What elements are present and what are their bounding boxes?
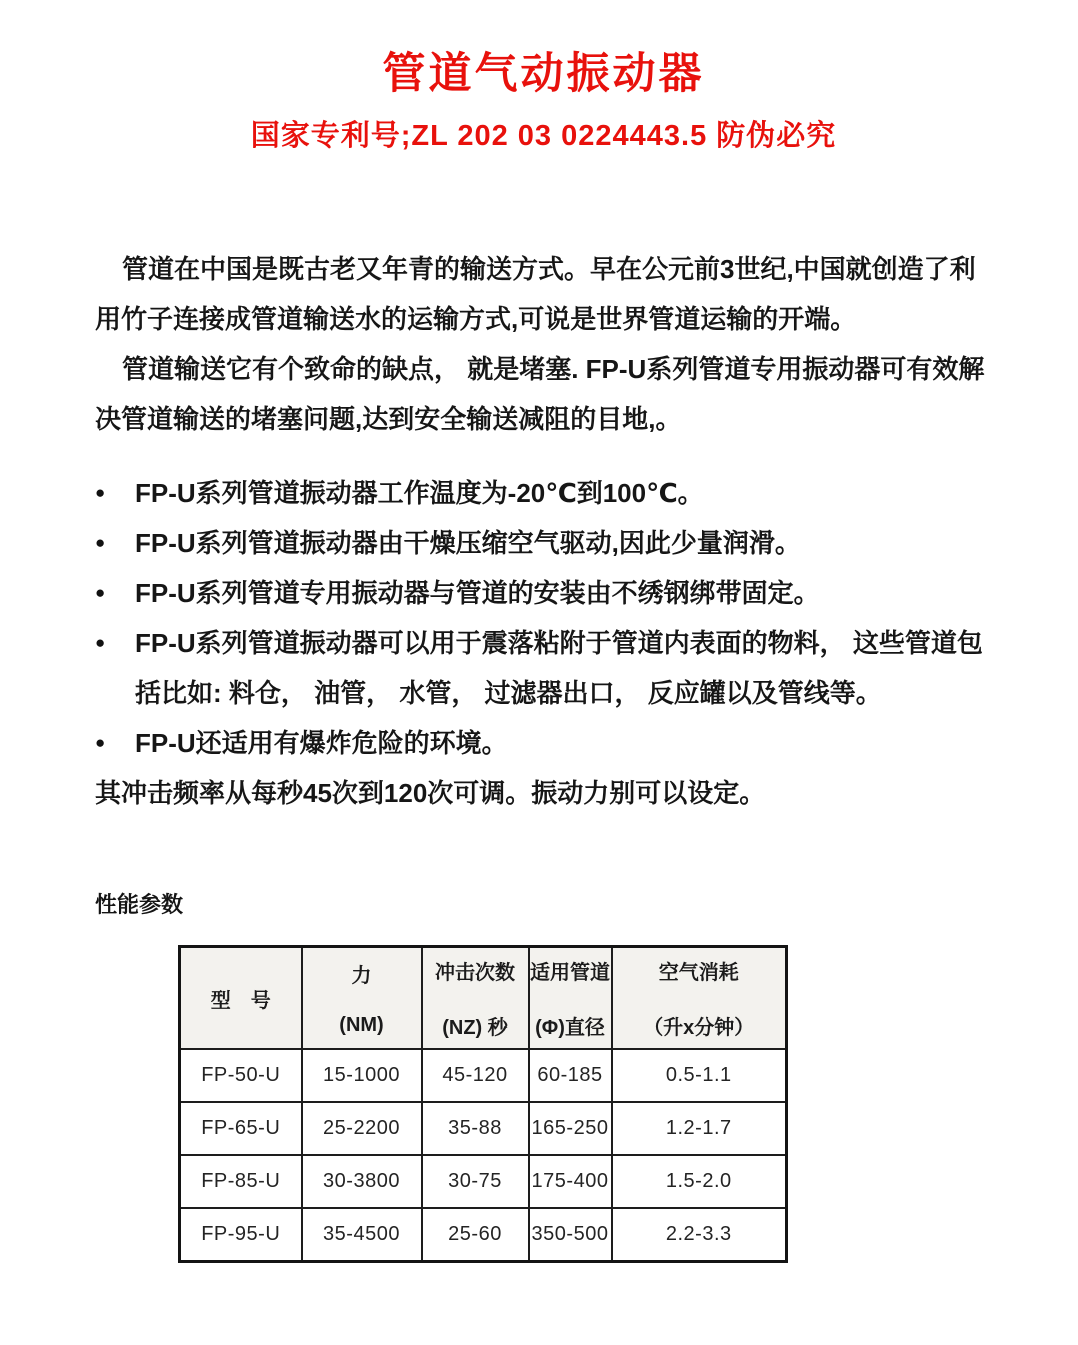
cell-pipe: 175-400 (529, 1155, 612, 1208)
header-air-label: 空气消耗 (658, 962, 739, 984)
patent-subtitle: 国家专利号;ZL 202 03 0224443.5 防伪必究 (250, 120, 837, 152)
bullet-text: FP-U系列管道振动器工作温度为-20℃到100℃。 (135, 478, 704, 508)
cell-pipe: 60-185 (529, 1049, 612, 1102)
bullet-text: FP-U系列管道振动器由干燥压缩空气驱动,因此少量润滑。 (135, 528, 801, 558)
cell-force: 25-2200 (302, 1102, 422, 1155)
bullet-text: FP-U还适用有爆炸危险的环境。 (135, 728, 508, 758)
bullet-item (95, 718, 992, 768)
feature-bullet-list (95, 468, 992, 768)
page-title: 管道气动振动器 (382, 50, 705, 98)
bullet-icon: ● (95, 483, 106, 502)
table-header-air (612, 947, 787, 1050)
bullet-icon: ● (95, 633, 106, 652)
bullet-icon: ● (95, 533, 106, 552)
cell-force: 35-4500 (302, 1208, 422, 1262)
cell-model: FP-95-U (180, 1208, 302, 1262)
bullet-text: FP-U系列管道振动器可以用于震落粘附于管道内表面的物料， 这些管道包括比如: 料仓， 油管， 水管， 过滤器出口， 反应罐以及管线等。 (135, 628, 983, 708)
table-header-pipe (529, 947, 612, 1050)
cell-impact: 35-88 (422, 1102, 529, 1155)
header-force-unit: (NM) (339, 1014, 384, 1036)
bullet-icon: ● (95, 733, 106, 752)
intro-paragraph-1: 管道在中国是既古老又年青的输送方式。早在公元前3世纪,中国就创造了利用竹子连接成管道输送水的运输方式,可说是世界管道运输的开端。 (95, 254, 976, 334)
cell-air: 0.5-1.1 (612, 1049, 787, 1102)
closing-line: 其冲击频率从每秒45次到120次可调。振动力别可以设定。 (95, 778, 766, 808)
bullet-item (95, 568, 992, 618)
cell-pipe: 165-250 (529, 1102, 612, 1155)
spec-table (178, 945, 788, 1263)
header-impact-unit: (NZ) 秒 (442, 1017, 508, 1039)
table-row (180, 1049, 787, 1102)
intro-section (95, 244, 992, 444)
document-page (0, 40, 1078, 1263)
cell-impact: 45-120 (422, 1049, 529, 1102)
table-row (180, 1102, 787, 1155)
bullet-item (95, 468, 992, 518)
header-pipe-unit: (Φ)直径 (535, 1017, 605, 1039)
header-air-unit: （升x分钟） (643, 1017, 755, 1039)
cell-air: 2.2-3.3 (612, 1208, 787, 1262)
cell-model: FP-85-U (180, 1155, 302, 1208)
cell-air: 1.2-1.7 (612, 1102, 787, 1155)
section-label-performance-params: 性能参数 (95, 892, 184, 917)
cell-force: 30-3800 (302, 1155, 422, 1208)
table-header-row (180, 947, 787, 1050)
intro-paragraph-2: 管道输送它有个致命的缺点， 就是堵塞. FP-U系列管道专用振动器可有效解决管道输送的堵塞问题,达到安全输送减阻的目地,。 (95, 354, 985, 434)
table-row (180, 1155, 787, 1208)
table-header-force (302, 947, 422, 1050)
cell-pipe: 350-500 (529, 1208, 612, 1262)
table-header-model (180, 947, 302, 1050)
bullet-text: FP-U系列管道专用振动器与管道的安装由不绣钢绑带固定。 (135, 578, 820, 608)
cell-impact: 30-75 (422, 1155, 529, 1208)
bullet-icon: ● (95, 583, 106, 602)
cell-model: FP-50-U (180, 1049, 302, 1102)
table-row (180, 1208, 787, 1262)
header-impact-label: 冲击次数 (435, 962, 515, 984)
bullet-item (95, 618, 992, 718)
bullet-item (95, 518, 992, 568)
cell-force: 15-1000 (302, 1049, 422, 1102)
header-pipe-label: 适用管道 (530, 962, 610, 984)
header-force-label: 力 (351, 965, 372, 987)
header-model-label: 型 号 (210, 989, 271, 1012)
cell-model: FP-65-U (180, 1102, 302, 1155)
table-header-impact (422, 947, 529, 1050)
cell-air: 1.5-2.0 (612, 1155, 787, 1208)
cell-impact: 25-60 (422, 1208, 529, 1262)
